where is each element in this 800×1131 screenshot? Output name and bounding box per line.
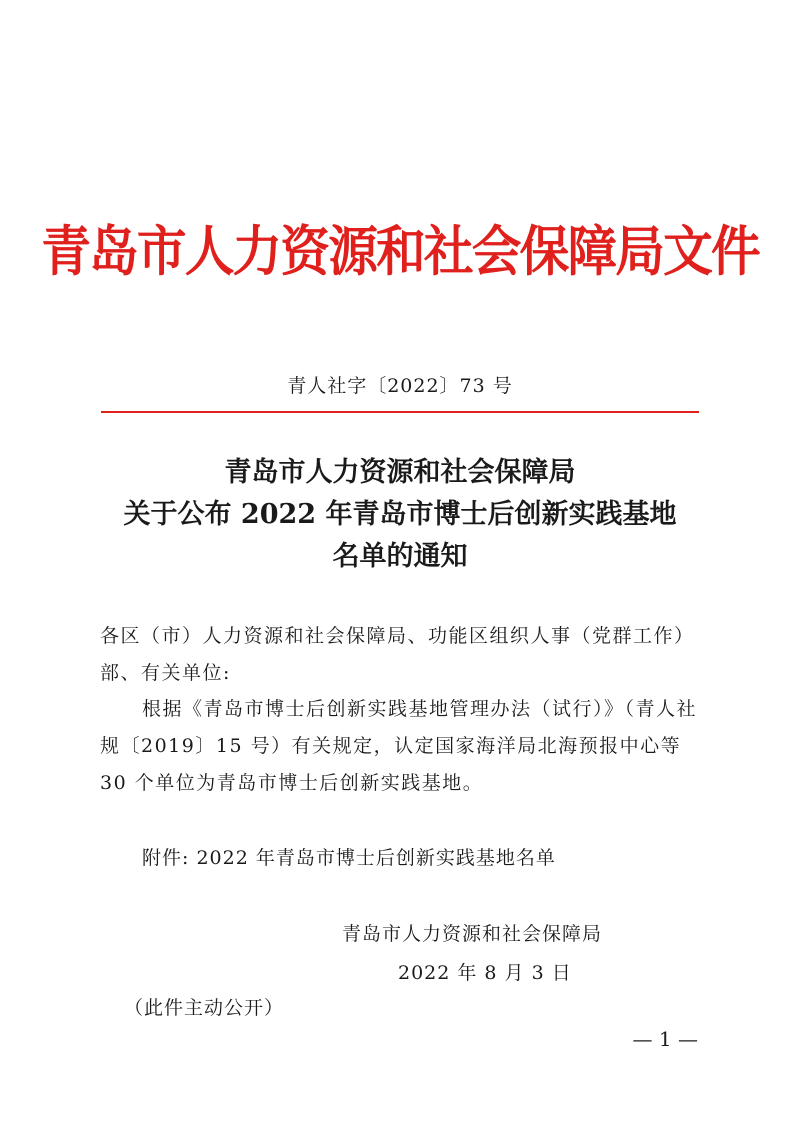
red-divider-line (101, 411, 699, 413)
notice-title (0, 452, 800, 578)
document-header-title: 青岛市人力资源和社会保障局文件 (41, 220, 759, 283)
salutation: 各区（市）人力资源和社会保障局、功能区组织人事（党群工作）部、有关单位: (100, 625, 695, 684)
notice-title-line-3: 名单的通知 (332, 541, 468, 572)
body-paragraph: 根据《青岛市博士后创新实践基地管理办法（试行）》（青人社规〔2019〕15 号）有关规定，认定国家海洋局北海预报中心等 30 个单位为青岛市博士后创新实践基地。 (100, 698, 698, 794)
notice-title-line-1: 青岛市人力资源和社会保障局 (224, 457, 576, 488)
issuer-signature: 青岛市人力资源和社会保障局 (342, 923, 603, 945)
document-number: 青人社字〔2022〕73 号 (287, 375, 513, 397)
notice-title-line-2: 关于公布 2022 年青岛市博士后创新实践基地 (123, 499, 677, 530)
issue-date: 2022 年 8 月 3 日 (398, 962, 572, 984)
disclosure-note: （此件主动公开） (124, 997, 285, 1019)
page-number: — 1 — (632, 1027, 698, 1051)
attachment-note: 附件: 2022 年青岛市博士后创新实践基地名单 (142, 847, 556, 869)
